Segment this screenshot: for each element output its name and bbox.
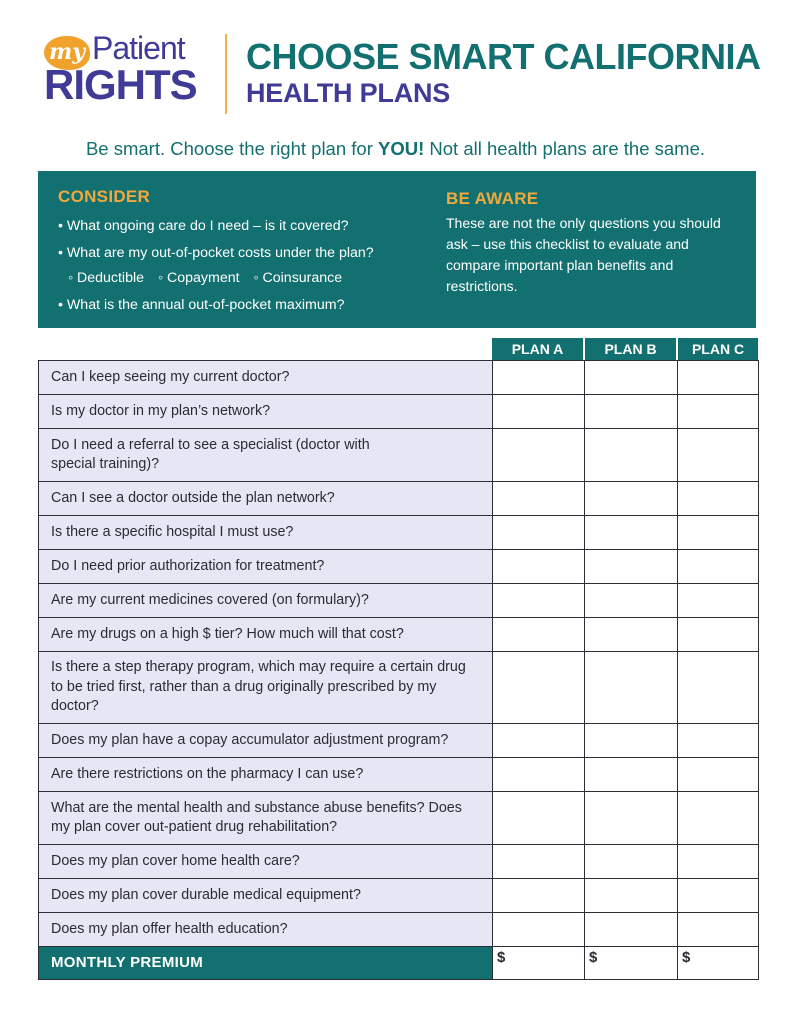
question-cell: Can I keep seeing my current doctor?: [39, 361, 493, 395]
plan-a-cell[interactable]: [493, 792, 585, 845]
plan-c-cell[interactable]: [678, 724, 759, 758]
plan-c-cell[interactable]: [678, 482, 759, 516]
plan-c-premium-cell[interactable]: $: [678, 947, 759, 980]
plan-c-cell[interactable]: [678, 395, 759, 429]
plan-a-cell[interactable]: [493, 429, 585, 482]
plan-b-cell[interactable]: [585, 395, 678, 429]
consider-item: • What ongoing care do I need – is it covered?: [58, 218, 349, 234]
question-cell: Does my plan offer health education?: [39, 913, 493, 947]
consider-heading: CONSIDER: [58, 187, 151, 206]
table-row: [39, 395, 759, 429]
question-cell: Can I see a doctor outside the plan network?: [39, 482, 493, 516]
tagline: [0, 138, 791, 160]
logo-patient-text: Patient: [92, 30, 185, 66]
plan-a-cell[interactable]: [493, 516, 585, 550]
plan-b-cell[interactable]: [585, 550, 678, 584]
be-aware-heading: BE AWARE: [446, 189, 539, 208]
plan-b-cell[interactable]: [585, 724, 678, 758]
table-row: [39, 516, 759, 550]
plan-b-cell[interactable]: [585, 652, 678, 724]
plan-a-cell[interactable]: [493, 879, 585, 913]
logo-my-badge: my: [44, 36, 90, 70]
plan-b-cell[interactable]: [585, 429, 678, 482]
header-divider: [225, 34, 227, 114]
plan-a-cell[interactable]: [493, 482, 585, 516]
question-cell: Is there a step therapy program, which may require a certain drug to be tried first, rather than a drug originally prescribed by my doctor?: [39, 652, 493, 724]
table-row: [39, 652, 759, 724]
be-aware-text: These are not the only questions you should ask – use this checklist to evaluate and compare important plan benefits and restrictions.: [446, 215, 721, 294]
plan-b-cell[interactable]: [585, 792, 678, 845]
question-cell: Does my plan cover durable medical equipment?: [39, 879, 493, 913]
question-cell: Are my current medicines covered (on formulary)?: [39, 584, 493, 618]
plan-c-cell[interactable]: [678, 758, 759, 792]
table-row: [39, 361, 759, 395]
table-row: [39, 550, 759, 584]
cost-type-copayment: ◦ Copayment: [158, 270, 240, 286]
plan-a-cell[interactable]: [493, 584, 585, 618]
plan-b-cell[interactable]: [585, 758, 678, 792]
logo-rights-text: RIGHTS: [44, 61, 197, 108]
premium-row: [39, 947, 759, 980]
plan-a-header: PLAN A: [492, 338, 583, 360]
plan-a-cell[interactable]: [493, 550, 585, 584]
tagline-emphasis: YOU!: [378, 138, 425, 159]
plan-c-cell[interactable]: [678, 652, 759, 724]
tagline-after: Not all health plans are the same.: [424, 138, 706, 159]
table-row: [39, 584, 759, 618]
plan-c-cell[interactable]: [678, 429, 759, 482]
plan-c-cell[interactable]: [678, 618, 759, 652]
plan-a-cell[interactable]: [493, 361, 585, 395]
plan-b-cell[interactable]: [585, 584, 678, 618]
question-cell: Does my plan cover home health care?: [39, 845, 493, 879]
plan-c-cell[interactable]: [678, 792, 759, 845]
plan-c-cell[interactable]: [678, 361, 759, 395]
question-cell: What are the mental health and substance abuse benefits? Does my plan cover out-patient drug rehabilitation?: [39, 792, 493, 845]
cost-type-coinsurance: ◦ Coinsurance: [253, 270, 343, 286]
monthly-premium-label: MONTHLY PREMIUM: [39, 947, 493, 980]
cost-type-deductible: ◦ Deductible: [68, 270, 145, 286]
table-row: [39, 913, 759, 947]
question-cell: Does my plan have a copay accumulator adjustment program?: [39, 724, 493, 758]
plan-b-cell[interactable]: [585, 516, 678, 550]
table-row: [39, 758, 759, 792]
info-panel: [38, 171, 756, 328]
plan-a-cell[interactable]: [493, 618, 585, 652]
question-cell: Do I need prior authorization for treatment?: [39, 550, 493, 584]
plan-b-cell[interactable]: [585, 879, 678, 913]
plan-c-cell[interactable]: [678, 879, 759, 913]
plan-c-cell[interactable]: [678, 913, 759, 947]
table-row: [39, 482, 759, 516]
table-row: [39, 429, 759, 482]
plan-a-cell[interactable]: [493, 913, 585, 947]
plan-b-cell[interactable]: [585, 361, 678, 395]
question-cell: Do I need a referral to see a specialist (doctor with special training)?: [39, 429, 493, 482]
plan-b-cell[interactable]: [585, 845, 678, 879]
plan-c-header: PLAN C: [678, 338, 758, 360]
table-row: [39, 792, 759, 845]
question-cell: Is there a specific hospital I must use?: [39, 516, 493, 550]
plan-b-cell[interactable]: [585, 482, 678, 516]
plan-b-cell[interactable]: [585, 913, 678, 947]
my-patient-rights-logo: [44, 30, 214, 106]
cost-types: [58, 267, 374, 289]
plan-a-cell[interactable]: [493, 845, 585, 879]
plan-c-cell[interactable]: [678, 584, 759, 618]
plan-a-cell[interactable]: [493, 395, 585, 429]
consider-item: • What is the annual out-of-pocket maximum?: [58, 297, 345, 313]
plan-a-cell[interactable]: [493, 758, 585, 792]
consider-list: [58, 213, 374, 319]
page-title: CHOOSE SMART CALIFORNIA: [246, 36, 761, 77]
plan-a-cell[interactable]: [493, 652, 585, 724]
question-cell: Are my drugs on a high $ tier? How much will that cost?: [39, 618, 493, 652]
plan-b-header: PLAN B: [585, 338, 676, 360]
tagline-before: Be smart. Choose the right plan for: [85, 138, 379, 159]
plan-a-cell[interactable]: [493, 724, 585, 758]
table-row: [39, 724, 759, 758]
plan-a-premium-cell[interactable]: $: [493, 947, 585, 980]
plan-b-premium-cell[interactable]: $: [585, 947, 678, 980]
question-cell: Are there restrictions on the pharmacy I can use?: [39, 758, 493, 792]
page-subtitle: HEALTH PLANS: [246, 78, 451, 108]
consider-item: • What are my out-of-pocket costs under the plan?: [58, 245, 374, 261]
plan-checklist-table: [38, 360, 759, 980]
plan-c-cell[interactable]: [678, 516, 759, 550]
plan-b-cell[interactable]: [585, 618, 678, 652]
table-row: [39, 845, 759, 879]
plan-c-cell[interactable]: [678, 550, 759, 584]
table-row: [39, 879, 759, 913]
table-row: [39, 618, 759, 652]
plan-c-cell[interactable]: [678, 845, 759, 879]
question-cell: Is my doctor in my plan’s network?: [39, 395, 493, 429]
